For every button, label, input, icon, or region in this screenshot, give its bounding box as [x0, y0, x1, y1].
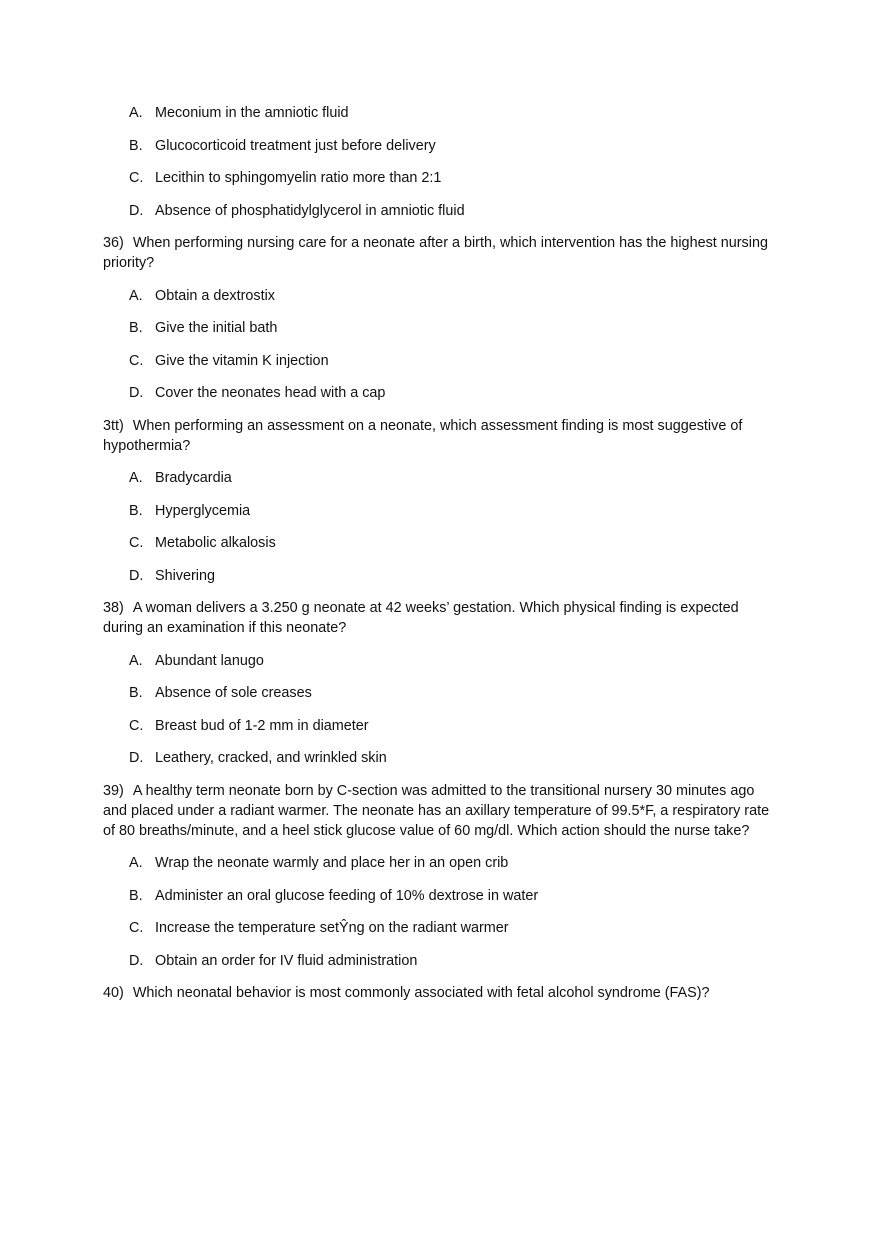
question-text: When performing nursing care for a neonate after a birth, which intervention has the highest nursing priority? — [103, 235, 768, 271]
answer-option — [103, 136, 775, 156]
option-text: Glucocorticoid treatment just before delivery — [155, 137, 436, 154]
option-text: Give the vitamin K injection — [155, 352, 329, 369]
option-text: Give the initial bath — [155, 320, 278, 336]
option-text: Administer an oral glucose feeding of 10% dextrose in water — [155, 887, 539, 904]
option-letter: D. — [129, 567, 144, 584]
option-letter: B. — [129, 685, 143, 701]
option-text: Bradycardia — [155, 470, 232, 486]
option-letter: B. — [129, 887, 143, 904]
option-text: Obtain a dextrostix — [155, 287, 275, 304]
option-letter: D. — [129, 952, 144, 969]
option-text: Cover the neonates head with a cap — [155, 385, 386, 401]
question-text: When performing an assessment on a neonate, which assessment finding is most suggestive of hypothermia? — [103, 417, 743, 454]
answer-option — [103, 886, 775, 906]
answer-option — [103, 853, 775, 873]
option-letter: B. — [129, 502, 143, 519]
option-text: Increase the temperature setŶng on the radiant warmer — [155, 920, 509, 936]
option-letter: C. — [129, 170, 144, 186]
answer-option — [103, 748, 775, 768]
option-text: Metabolic alkalosis — [155, 535, 276, 551]
question — [103, 416, 775, 456]
option-letter: D. — [129, 202, 144, 219]
answer-option — [103, 286, 775, 306]
option-letter: B. — [129, 320, 143, 336]
answer-option — [103, 468, 775, 488]
answer-option — [103, 201, 775, 221]
option-text: Absence of phosphatidylglycerol in amniotic fluid — [155, 202, 465, 219]
option-text: Obtain an order for IV fluid administration — [155, 952, 418, 969]
question-number: 40) — [103, 985, 124, 1001]
answer-option — [103, 566, 775, 586]
option-letter: C. — [129, 535, 144, 551]
option-letter: B. — [129, 137, 143, 154]
question-text: Which neonatal behavior is most commonly associated with fetal alcohol syndrome (FAS)? — [132, 985, 710, 1001]
option-letter: C. — [129, 717, 144, 734]
option-text: Lecithin to sphingomyelin ratio more than 2:1 — [155, 170, 442, 186]
answer-option — [103, 683, 775, 703]
question-number: 3tt) — [103, 417, 124, 434]
answer-option — [103, 103, 775, 123]
answer-option — [103, 716, 775, 736]
option-text: Wrap the neonate warmly and place her in an open crib — [155, 855, 509, 871]
option-letter: A. — [129, 470, 143, 486]
question-number: 38) — [103, 600, 124, 616]
answer-option — [103, 351, 775, 371]
option-text: Breast bud of 1-2 mm in diameter — [155, 717, 369, 734]
answer-option — [103, 651, 775, 671]
question-text: A woman delivers a 3.250 g neonate at 42 weeks’ gestation. Which physical finding is expected during an examination if this neonate? — [103, 600, 739, 636]
answer-option — [103, 533, 775, 553]
answer-option — [103, 501, 775, 521]
question — [103, 781, 775, 841]
answer-option — [103, 168, 775, 188]
question — [103, 983, 775, 1003]
option-letter: A. — [129, 287, 143, 304]
option-text: Hyperglycemia — [155, 502, 251, 519]
option-letter: C. — [129, 920, 144, 936]
option-letter: D. — [129, 385, 144, 401]
option-letter: A. — [129, 652, 143, 669]
option-text: Leathery, cracked, and wrinkled skin — [155, 750, 387, 766]
question-number: 39) — [103, 782, 124, 799]
question — [103, 233, 775, 273]
option-text: Abundant lanugo — [155, 652, 264, 669]
option-text: Shivering — [155, 567, 215, 584]
option-text: Absence of sole creases — [155, 685, 312, 701]
option-letter: A. — [129, 105, 143, 121]
answer-option — [103, 383, 775, 403]
option-text: Meconium in the amniotic fluid — [155, 105, 349, 121]
answer-option — [103, 318, 775, 338]
question-number: 36) — [103, 235, 124, 251]
question — [103, 598, 775, 638]
option-letter: A. — [129, 855, 143, 871]
option-letter: D. — [129, 750, 144, 766]
answer-option — [103, 918, 775, 938]
question-text: A healthy term neonate born by C-section was admitted to the transitional nursery 30 minutes ago and placed under a radiant warmer. The neonate has an axillary temperature of 99.5*F, a respiratory rate of 80 breaths/minute, and a heel stick glucose value of 60 mg/dl. Which action should the nurse take? — [103, 782, 770, 839]
option-letter: C. — [129, 352, 144, 369]
answer-option — [103, 951, 775, 971]
document-page — [103, 103, 775, 1016]
